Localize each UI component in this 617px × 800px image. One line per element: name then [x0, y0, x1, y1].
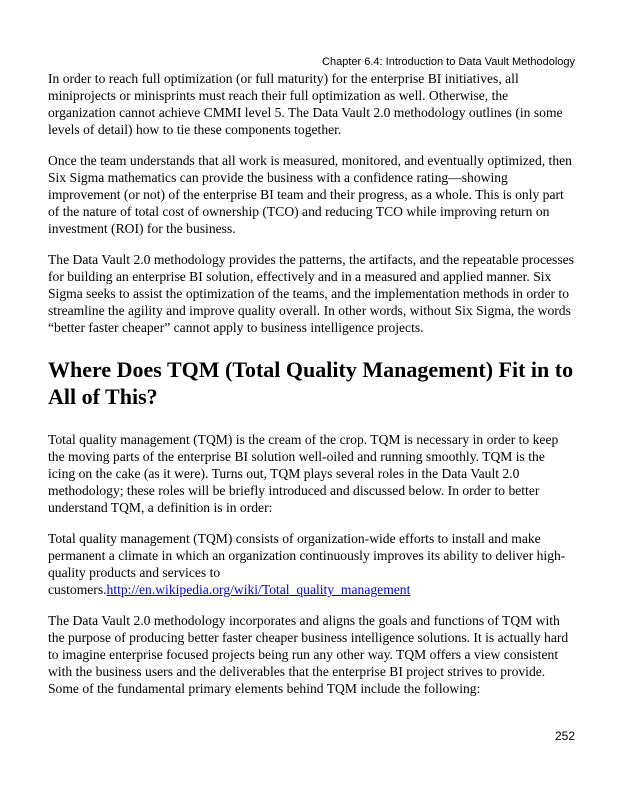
running-header: Chapter 6.4: Introduction to Data Vault Methodology [322, 56, 575, 68]
paragraph: In order to reach full optimization (or full maturity) for the enterprise BI initiatives, all miniprojects or minisprints must reach their full optimization as well. Otherwise, the organization cannot achieve CMMI level 5. The Data Vault 2.0 methodology outlines (in some levels of detail) how to tie these components together. [48, 71, 563, 137]
section-heading: Where Does TQM (Total Quality Management) Fit in to All of This? [48, 357, 574, 409]
definition-paragraph [48, 530, 574, 598]
paragraph: Once the team understands that all work is measured, monitored, and eventually optimized, then Six Sigma mathematics can provide the business with a confidence rating—showing improvement (or not) of the enterprise BI team and their progress, as a whole. This is only part of the nature of total cost of ownership (TCO) and reducing TCO while improving return on investment (ROI) for the business. [48, 153, 572, 236]
paragraph: The Data Vault 2.0 methodology incorporates and aligns the goals and functions of TQM with the purpose of producing better faster cheaper business intelligence solutions. It is actually hard to imagine enterprise focused projects being run any other way. TQM offers a view consistent with the business users and the deliverables that the enterprise BI project strives to provide. Some of the fundamental primary elements behind TQM include the following: [48, 613, 569, 696]
page-number: 252 [554, 729, 575, 743]
paragraph: Total quality management (TQM) is the cream of the crop. TQM is necessary in order to keep the moving parts of the enterprise BI solution well-oiled and running smoothly. TQM is the icing on the cake (as it were). Turns out, TQM plays several roles in the Data Vault 2.0 methodology; these roles will be briefly introduced and discussed below. In order to better understand TQM, a definition is in order: [48, 432, 559, 515]
definition-text: Total quality management (TQM) consists of organization-wide efforts to install and make permanent a climate in which an organization continuously improves its ability to deliver high-quality products and services to customers. [48, 531, 566, 597]
page-body [48, 70, 574, 711]
wikipedia-link[interactable]: http://en.wikipedia.org/wiki/Total_quality_management [106, 582, 411, 597]
paragraph: The Data Vault 2.0 methodology provides the patterns, the artifacts, and the repeatable processes for building an enterprise BI solution, effectively and in a measured and applied manner. Six Sigma seeks to assist the optimization of the teams, and the implementation methods in order to streamline the agility and improve quality overall. In other words, without Six Sigma, the words “better faster cheaper” cannot apply to business intelligence projects. [48, 252, 574, 335]
